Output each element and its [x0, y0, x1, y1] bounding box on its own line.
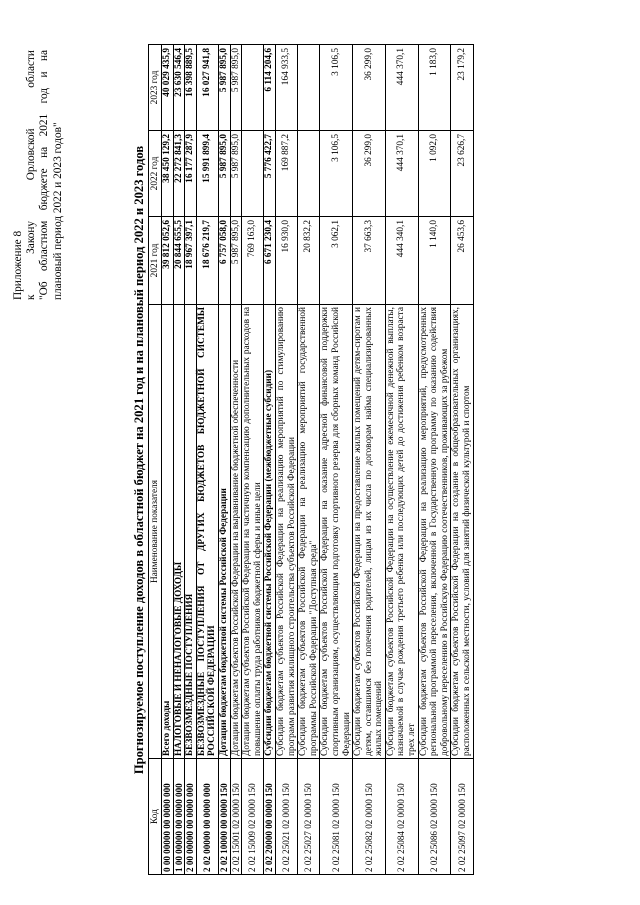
row-code: 2 02 25021 02 0000 150 — [275, 759, 297, 875]
header-code: Код — [149, 759, 162, 875]
row-value-2021: 3 062,1 — [320, 217, 353, 305]
row-name: Всего доходы — [162, 305, 174, 759]
row-value-2023: 5 987 895,0 — [230, 45, 242, 131]
row-value-2022: 5 987 895,0 — [218, 131, 230, 217]
table-row — [185, 45, 197, 875]
row-value-2022: 23 626,7 — [451, 131, 473, 217]
table-row — [451, 45, 473, 875]
row-value-2021: 5 987 895,0 — [230, 217, 242, 305]
row-code: 2 00 00000 00 0000 000 — [185, 759, 197, 875]
row-name: Субсидии бюджетам субъектов Российской Федерации на реализацию мероприятий, предусмотренных региональной программой переселения, включенной в Государственную программу по оказанию содействия добровольному переселению в Российскую Федерацию соотечественников, проживающих за рубежом — [418, 305, 451, 759]
header-2023: 2023 год — [149, 45, 162, 131]
row-name: Дотации бюджетам субъектов Российской Федерации на частичную компенсацию дополнительных расходов на повышение оплаты труда работников бюджетной сферы и иные цели — [242, 305, 264, 759]
row-value-2022: 5 776 422,7 — [264, 131, 276, 217]
row-name: Субсидии бюджетам субъектов Российской Федерации на предоставление жилых помещений детям-сиротам и детям, оставшимся без попечения родителей, лицам из их числа по договорам найма специализированных жилых помещений — [353, 305, 386, 759]
row-value-2022: 1 092,0 — [418, 131, 451, 217]
row-value-2023: 40 029 435,9 — [162, 45, 174, 131]
row-value-2022: 3 106,5 — [320, 131, 353, 217]
row-value-2021: 16 930,0 — [275, 217, 297, 305]
revenue-table — [148, 44, 474, 875]
row-name: Субсидии бюджетам субъектов Российской Федерации на реализацию мероприятий государственной программы Российской Федерации "Доступная среда" — [298, 305, 320, 759]
row-value-2023: 16 027 941,8 — [196, 45, 218, 131]
row-code: 2 02 00000 00 0000 000 — [196, 759, 218, 875]
row-value-2023: 1 183,0 — [418, 45, 451, 131]
row-value-2021: 444 340,1 — [385, 217, 418, 305]
row-value-2021: 39 812 052,6 — [162, 217, 174, 305]
row-value-2021: 37 663,3 — [353, 217, 386, 305]
row-name: Субсидии бюджетам субъектов Российской Федерации на осуществление ежемесячной денежной выплаты, назначаемой в случае рождения третьего ребенка или последующих детей до достижения ребенком возраста трех лет — [385, 305, 418, 759]
row-value-2022: 38 450 129,2 — [162, 131, 174, 217]
row-value-2023: 3 106,5 — [320, 45, 353, 131]
table-row — [418, 45, 451, 875]
table-header-row — [149, 45, 162, 875]
row-code: 2 02 25081 02 0000 150 — [320, 759, 353, 875]
table-row — [275, 45, 297, 875]
row-code: 2 02 15001 02 0000 150 — [230, 759, 242, 875]
table-row — [162, 45, 174, 875]
row-value-2021: 18 676 219,7 — [196, 217, 218, 305]
header-2022: 2022 год — [149, 131, 162, 217]
document-title: Прогнозируемое поступление доходов в областной бюджет на 2021 год и на плановый период 2022 и 2023 годов — [132, 145, 146, 775]
appendix-law-period: плановый период 2022 и 2023 годов" — [51, 122, 64, 300]
table-row — [173, 45, 185, 875]
row-value-2022 — [242, 131, 264, 217]
row-name: БЕЗВОЗМЕЗДНЫЕ ПОСТУПЛЕНИЯ ОТ ДРУГИХ БЮДЖЕТОВ БЮДЖЕТНОЙ СИСТЕМЫ РОССИЙСКОЙ ФЕДЕРАЦИИ — [196, 305, 218, 759]
row-name: Субсидии бюджетам субъектов Российской Федерации на оказание адресной финансовой поддержки спортивным организациям, осуществляющим подготовку спортивного резерва для сборных команд Российской Федерации — [320, 305, 353, 759]
appendix-law-title: "Об областном бюджете на 2021 год и на — [38, 50, 51, 300]
row-value-2023: 23 179,2 — [451, 45, 473, 131]
row-name: Дотации бюджетам субъектов Российской Федерации на выравнивание бюджетной обеспеченности — [230, 305, 242, 759]
row-value-2022: 169 887,2 — [275, 131, 297, 217]
table-row — [196, 45, 218, 875]
row-name: Субсидии бюджетам субъектов Российской Федерации на создание в общеобразовательных организациях, расположенных в сельской местности, условий для занятий физической культурой и спортом — [451, 305, 473, 759]
row-value-2021: 1 140,0 — [418, 217, 451, 305]
row-value-2023: 444 370,1 — [385, 45, 418, 131]
row-value-2021: 769 163,0 — [242, 217, 264, 305]
row-code: 2 02 25027 02 0000 150 — [298, 759, 320, 875]
table-row — [264, 45, 276, 875]
row-code: 2 02 15009 02 0000 150 — [242, 759, 264, 875]
row-value-2023: 6 114 204,6 — [264, 45, 276, 131]
row-code: 2 02 25086 02 0000 150 — [418, 759, 451, 875]
row-value-2023: 36 299,0 — [353, 45, 386, 131]
row-code: 0 00 00000 00 0000 000 — [162, 759, 174, 875]
row-value-2022: 36 299,0 — [353, 131, 386, 217]
row-name: Дотации бюджетам бюджетной системы Российской Федерации — [218, 305, 230, 759]
row-value-2021: 18 967 397,1 — [185, 217, 197, 305]
table-row — [353, 45, 386, 875]
row-value-2023: 164 933,5 — [275, 45, 297, 131]
row-value-2023: 23 630 546,4 — [173, 45, 185, 131]
row-value-2023: 5 987 895,0 — [218, 45, 230, 131]
table-row — [298, 45, 320, 875]
row-code: 2 02 25082 02 0000 150 — [353, 759, 386, 875]
row-code: 2 02 25084 02 0000 150 — [385, 759, 418, 875]
row-name: НАЛОГОВЫЕ И НЕНАЛОГОВЫЕ ДОХОДЫ — [173, 305, 185, 759]
row-value-2021: 20 832,2 — [298, 217, 320, 305]
row-code: 2 02 25097 02 0000 150 — [451, 759, 473, 875]
table-body — [162, 45, 474, 875]
table-row — [230, 45, 242, 875]
row-value-2022: 444 370,1 — [385, 131, 418, 217]
row-code: 1 00 00000 00 0000 000 — [173, 759, 185, 875]
row-name: Субсидии бюджетам бюджетной системы Российской Федерации (межбюджетные субсидии) — [264, 305, 276, 759]
table-row — [242, 45, 264, 875]
row-value-2021: 26 453,6 — [451, 217, 473, 305]
row-value-2022: 16 177 287,9 — [185, 131, 197, 217]
appendix-law-line: к Закону Орловской области — [25, 50, 38, 300]
row-code: 2 02 10000 00 0000 150 — [218, 759, 230, 875]
row-value-2022: 22 272 841,3 — [173, 131, 185, 217]
appendix-block — [12, 50, 65, 300]
row-value-2022: 5 987 895,0 — [230, 131, 242, 217]
appendix-number: Приложение 8 — [12, 230, 24, 300]
row-value-2023 — [298, 45, 320, 131]
row-name: Субсидии бюджетам субъектов Российской Федерации на реализацию мероприятий по стимулированию программ развития жилищного строительства субъектов Российской Федерации — [275, 305, 297, 759]
header-name: Наименование показателя — [149, 305, 162, 759]
row-value-2021: 6 757 058,0 — [218, 217, 230, 305]
row-value-2023: 16 398 889,5 — [185, 45, 197, 131]
row-value-2022 — [298, 131, 320, 217]
row-value-2021: 20 844 655,5 — [173, 217, 185, 305]
table-row — [320, 45, 353, 875]
row-value-2021: 6 671 230,4 — [264, 217, 276, 305]
row-code: 2 02 20000 00 0000 150 — [264, 759, 276, 875]
row-value-2023 — [242, 45, 264, 131]
table-row — [385, 45, 418, 875]
row-name: БЕЗВОЗМЕЗДНЫЕ ПОСТУПЛЕНИЯ — [185, 305, 197, 759]
row-value-2022: 15 991 899,4 — [196, 131, 218, 217]
table-row — [218, 45, 230, 875]
header-2021: 2021 год — [149, 217, 162, 305]
